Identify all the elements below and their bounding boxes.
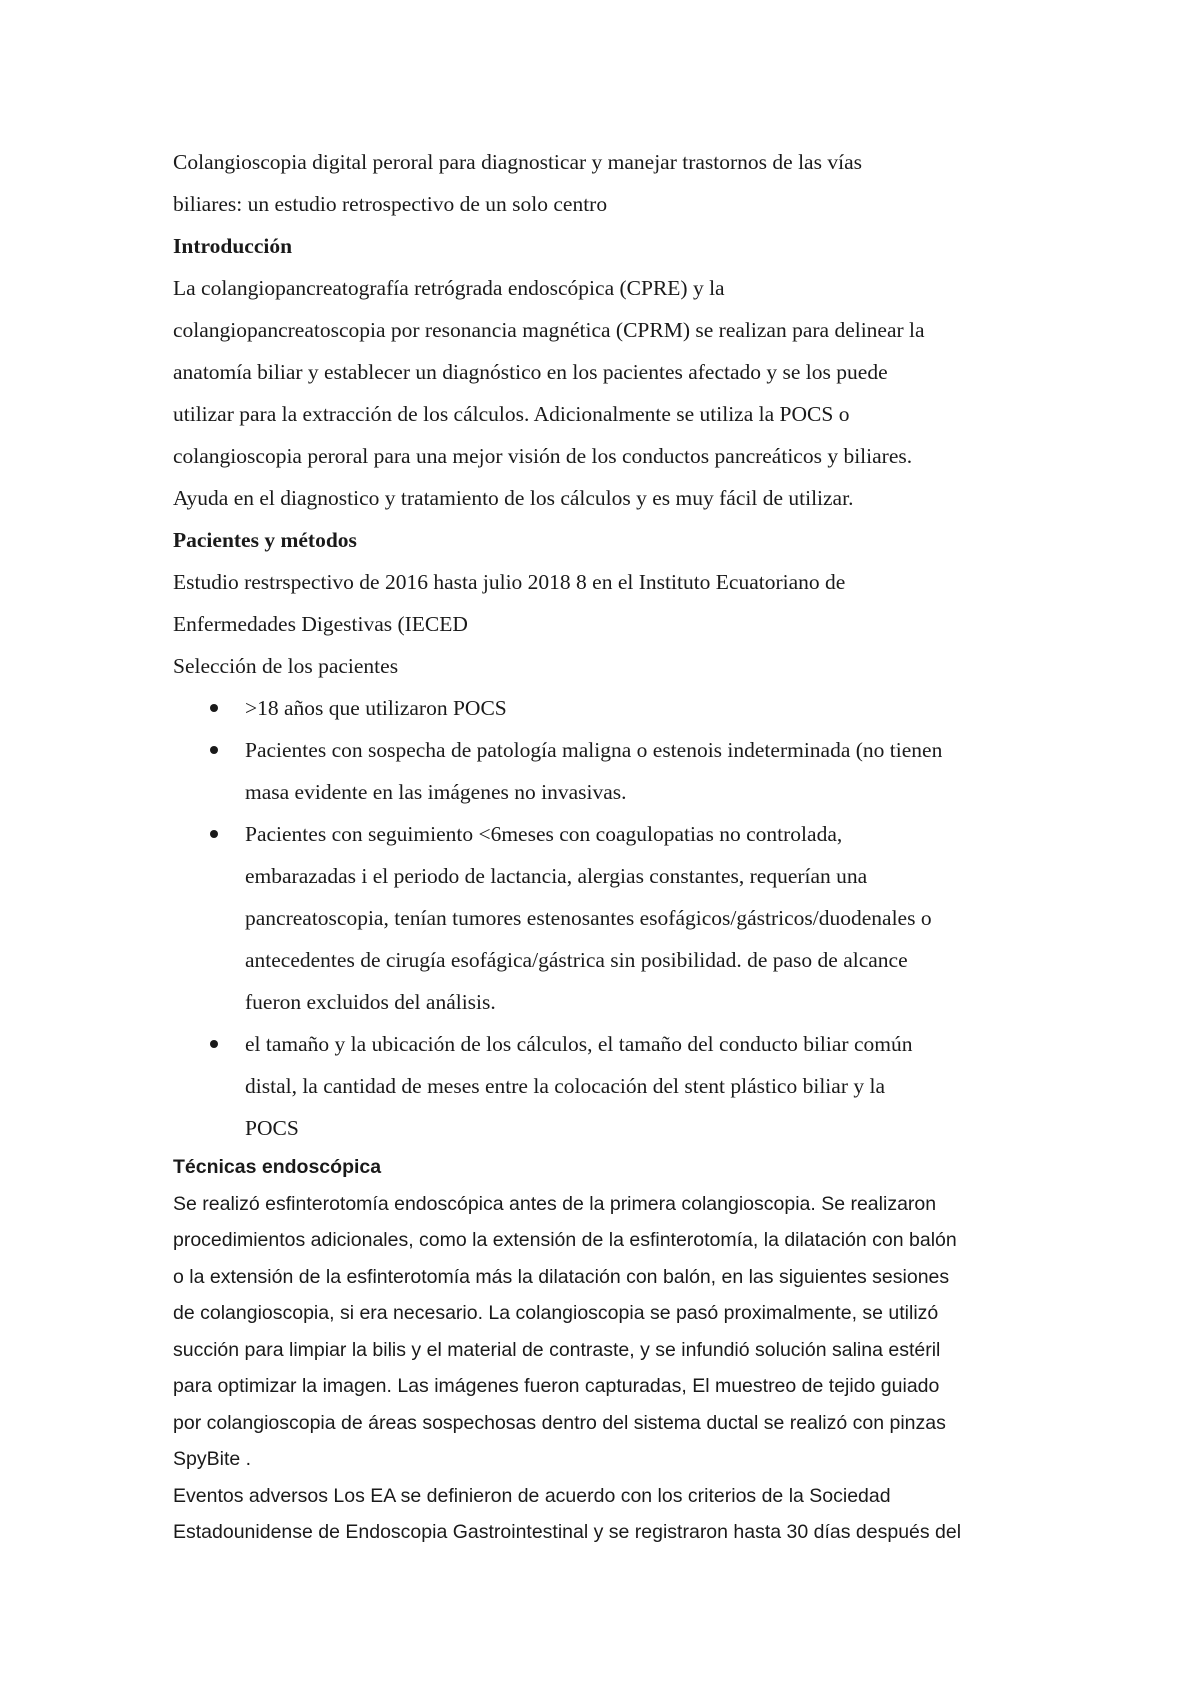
paragraph-line: succión para limpiar la bilis y el material de contraste, y se infundió solución salina estéril	[173, 1338, 941, 1361]
paragraph-line: o la extensión de la esfinterotomía más la dilatación con balón, en las siguientes sesiones	[173, 1265, 950, 1288]
list-item	[173, 813, 1073, 1023]
list-item	[173, 687, 1073, 729]
section-heading: Introducción	[173, 234, 293, 258]
paragraph-line: Estadounidense de Endoscopia Gastrointestinal y se registraron hasta 30 días después del	[173, 1521, 962, 1543]
paragraph-line: utilizar para la extracción de los cálculos. Adicionalmente se utiliza la POCS o	[173, 402, 850, 426]
section-heading: Técnicas endoscópica	[173, 1156, 382, 1178]
list-item	[173, 1023, 1073, 1149]
paragraph-line: para optimizar la imagen. Las imágenes fueron capturadas, El muestreo de tejido guiado	[173, 1375, 940, 1397]
list-item-line: antecedentes de cirugía esofágica/gástrica sin posibilidad. de paso de alcance	[245, 948, 908, 972]
section-techniques	[173, 1149, 1073, 1478]
paragraph-line: Eventos adversos Los EA se definieron de acuerdo con los criterios de la Sociedad	[173, 1484, 891, 1507]
paragraph-line: Estudio restrspectivo de 2016 hasta julio 2018 8 en el Instituto Ecuatoriano de	[173, 570, 846, 594]
paragraph-line: de colangioscopia, si era necesario. La colangioscopia se pasó proximalmente, se utilizó	[173, 1302, 939, 1324]
bullet-icon	[210, 1040, 218, 1048]
list-item-line: fueron excluidos del análisis.	[245, 990, 496, 1014]
list-item-line: Pacientes con sospecha de patología maligna o estenois indeterminada (no tienen	[245, 738, 943, 762]
paragraph-line: Selección de los pacientes	[173, 654, 399, 678]
title-line: biliares: un estudio retrospectivo de un solo centro	[173, 192, 608, 216]
section-heading: Pacientes y métodos	[173, 528, 357, 552]
document-title	[173, 141, 1073, 225]
paragraph-line: colangioscopia peroral para una mejor visión de los conductos pancreáticos y biliares.	[173, 444, 913, 468]
section-introduction	[173, 225, 1073, 519]
paragraph-line: Ayuda en el diagnostico y tratamiento de los cálculos y es muy fácil de utilizar.	[173, 486, 854, 510]
paragraph-line: colangiopancreatoscopia por resonancia magnética (CPRM) se realizan para delinear la	[173, 318, 925, 342]
list-item-line: embarazadas i el periodo de lactancia, alergias constantes, requerían una	[245, 864, 868, 888]
list-item-line: POCS	[245, 1116, 299, 1140]
section-methods	[173, 519, 1073, 1149]
paragraph-line: SpyBite .	[173, 1448, 252, 1470]
list-item-line: masa evidente en las imágenes no invasivas.	[245, 780, 627, 804]
document-page	[173, 141, 1073, 1551]
paragraph-line: procedimientos adicionales, como la extensión de la esfinterotomía, la dilatación con balón	[173, 1229, 957, 1251]
list-item-line: el tamaño y la ubicación de los cálculos, el tamaño del conducto biliar común	[245, 1032, 913, 1056]
title-line: Colangioscopia digital peroral para diagnosticar y manejar trastornos de las vías	[173, 150, 862, 174]
list-item-line: Pacientes con seguimiento <6meses con coagulopatias no controlada,	[245, 822, 843, 846]
bullet-icon	[210, 830, 218, 838]
paragraph-line: Se realizó esfinterotomía endoscópica antes de la primera colangioscopia. Se realizaron	[173, 1192, 937, 1215]
paragraph-line: anatomía biliar y establecer un diagnóstico en los pacientes afectado y se los puede	[173, 360, 888, 384]
paragraph-line: La colangiopancreatografía retrógrada endoscópica (CPRE) y la	[173, 276, 725, 300]
list-item-line: pancreatoscopia, tenían tumores estenosantes esofágicos/gástricos/duodenales o	[245, 906, 932, 930]
list-item	[173, 729, 1073, 813]
paragraph-line: Enfermedades Digestivas (IECED	[173, 612, 468, 636]
section-adverse-events	[173, 1478, 1073, 1551]
bullet-icon	[210, 704, 218, 712]
bullet-list	[173, 687, 1073, 1149]
bullet-icon	[210, 746, 218, 754]
list-item-line: distal, la cantidad de meses entre la colocación del stent plástico biliar y la	[245, 1074, 885, 1098]
paragraph-line: por colangioscopia de áreas sospechosas dentro del sistema ductal se realizó con pinzas	[173, 1411, 946, 1434]
list-item-line: >18 años que utilizaron POCS	[245, 696, 507, 720]
